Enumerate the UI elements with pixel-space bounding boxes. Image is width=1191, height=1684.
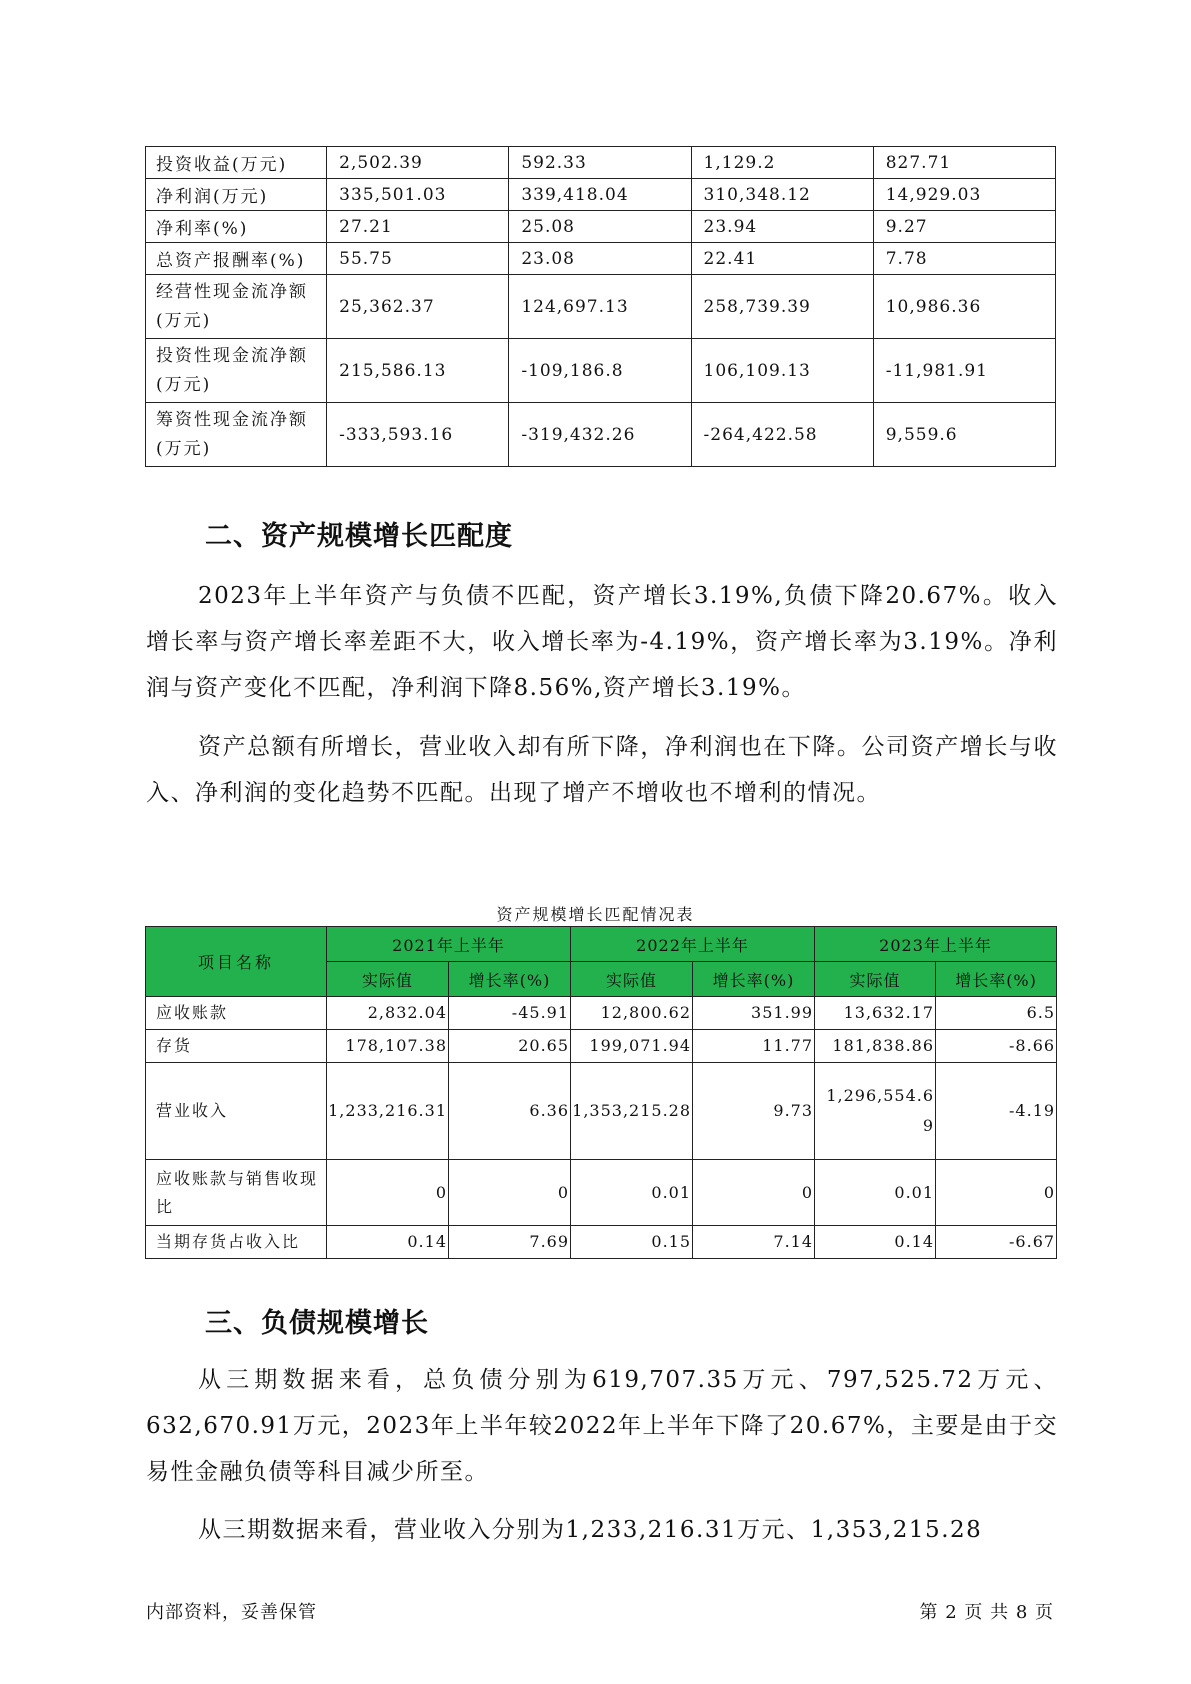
table-cell: 25,362.37 bbox=[327, 275, 509, 339]
table-cell: 13,632.17 bbox=[815, 997, 936, 1030]
table-cell: 7.69 bbox=[449, 1226, 571, 1259]
table-cell: 1,233,216.31 bbox=[327, 1063, 449, 1160]
table-row bbox=[146, 243, 1056, 275]
table-cell: -45.91 bbox=[449, 997, 571, 1030]
table-cell: 0.14 bbox=[815, 1226, 936, 1259]
table-row bbox=[146, 403, 1056, 467]
row-label: 当期存货占收入比 bbox=[146, 1226, 327, 1259]
column-header-growth: 增长率(%) bbox=[936, 962, 1057, 997]
table-cell: 339,418.04 bbox=[509, 179, 691, 211]
table-cell: 0.01 bbox=[815, 1160, 936, 1226]
footer-note: 内部资料，妥善保管 bbox=[146, 1602, 317, 1623]
table-cell: 12,800.62 bbox=[571, 997, 693, 1030]
table-header-row bbox=[146, 927, 1057, 962]
table-cell: 0.01 bbox=[571, 1160, 693, 1226]
asset-matching-table bbox=[145, 926, 1057, 1259]
table-cell: 7.14 bbox=[693, 1226, 815, 1259]
table-cell: 10,986.36 bbox=[873, 275, 1055, 339]
table-cell: -109,186.8 bbox=[509, 339, 691, 403]
row-label: 存货 bbox=[146, 1030, 327, 1063]
table-cell: 9.27 bbox=[873, 211, 1055, 243]
table-row bbox=[146, 997, 1057, 1030]
table-cell: 6.36 bbox=[449, 1063, 571, 1160]
table-cell: 11.77 bbox=[693, 1030, 815, 1063]
table-cell: 20.65 bbox=[449, 1030, 571, 1063]
column-header-actual: 实际值 bbox=[815, 962, 936, 997]
table-row bbox=[146, 179, 1056, 211]
table-cell: 351.99 bbox=[693, 997, 815, 1030]
table-row bbox=[146, 1160, 1057, 1226]
paragraph: 从三期数据来看，营业收入分别为1,233,216.31万元、1,353,215.28 bbox=[198, 1517, 983, 1543]
table-cell: 1,296,554.69 bbox=[815, 1063, 936, 1160]
table-cell: 124,697.13 bbox=[509, 275, 691, 339]
table-cell: 2,832.04 bbox=[327, 997, 449, 1030]
table-cell: -4.19 bbox=[936, 1063, 1057, 1160]
row-label: 净利润(万元) bbox=[146, 179, 327, 211]
table-cell: 25.08 bbox=[509, 211, 691, 243]
table-row bbox=[146, 1226, 1057, 1259]
financial-indicators-table bbox=[145, 146, 1056, 467]
table-row bbox=[146, 1063, 1057, 1160]
paragraph: 2023年上半年资产与负债不匹配，资产增长3.19%,负债下降20.67%。收入增长率与资产增长率差距不大，收入增长率为-4.19%，资产增长率为3.19%。净利润与资产变化不匹配，净利润下降8.56%,资产增长3.19%。 bbox=[146, 583, 1058, 701]
table-cell: 0 bbox=[693, 1160, 815, 1226]
table-cell: 592.33 bbox=[509, 147, 691, 179]
column-header-period: 2021年上半年 bbox=[327, 927, 571, 962]
table-cell: 2,502.39 bbox=[327, 147, 509, 179]
column-header-period: 2022年上半年 bbox=[571, 927, 815, 962]
table-cell: 106,109.13 bbox=[691, 339, 873, 403]
row-label: 投资收益(万元) bbox=[146, 147, 327, 179]
column-header-item-name: 项目名称 bbox=[146, 927, 327, 997]
table-cell: -319,432.26 bbox=[509, 403, 691, 467]
column-header-period: 2023年上半年 bbox=[815, 927, 1057, 962]
column-header-actual: 实际值 bbox=[571, 962, 693, 997]
table-cell: 178,107.38 bbox=[327, 1030, 449, 1063]
table-cell: 827.71 bbox=[873, 147, 1055, 179]
table-row bbox=[146, 211, 1056, 243]
table-row bbox=[146, 339, 1056, 403]
table-cell: -6.67 bbox=[936, 1226, 1057, 1259]
table-cell: 215,586.13 bbox=[327, 339, 509, 403]
table-cell: 181,838.86 bbox=[815, 1030, 936, 1063]
row-label: 经营性现金流净额(万元) bbox=[146, 275, 327, 339]
table-cell: 0.15 bbox=[571, 1226, 693, 1259]
column-header-growth: 增长率(%) bbox=[449, 962, 571, 997]
table-row bbox=[146, 147, 1056, 179]
page-number: 第 2 页 共 8 页 bbox=[919, 1602, 1054, 1623]
table-cell: 1,353,215.28 bbox=[571, 1063, 693, 1160]
table-cell: 0 bbox=[936, 1160, 1057, 1226]
table-cell: 23.08 bbox=[509, 243, 691, 275]
table-row bbox=[146, 275, 1056, 339]
table-cell: 258,739.39 bbox=[691, 275, 873, 339]
table-cell: 310,348.12 bbox=[691, 179, 873, 211]
table-cell: 199,071.94 bbox=[571, 1030, 693, 1063]
table-cell: -333,593.16 bbox=[327, 403, 509, 467]
table-cell: 0 bbox=[449, 1160, 571, 1226]
row-label: 应收账款 bbox=[146, 997, 327, 1030]
table-caption: 资产规模增长匹配情况表 bbox=[496, 905, 695, 924]
table-cell: 14,929.03 bbox=[873, 179, 1055, 211]
section-heading: 二、资产规模增长匹配度 bbox=[205, 521, 513, 552]
paragraph: 资产总额有所增长，营业收入却有所下降，净利润也在下降。公司资产增长与收入、净利润的变化趋势不匹配。出现了增产不增收也不增利的情况。 bbox=[146, 734, 1058, 806]
section-heading: 三、负债规模增长 bbox=[205, 1308, 429, 1339]
column-header-actual: 实际值 bbox=[327, 962, 449, 997]
table-cell: -264,422.58 bbox=[691, 403, 873, 467]
row-label: 筹资性现金流净额(万元) bbox=[146, 403, 327, 467]
table-cell: 27.21 bbox=[327, 211, 509, 243]
paragraph: 从三期数据来看，总负债分别为619,707.35万元、797,525.72万元、632,670.91万元，2023年上半年较2022年上半年下降了20.67%，主要是由于交易性金融负债等科目减少所至。 bbox=[146, 1367, 1058, 1485]
row-label: 净利率(%) bbox=[146, 211, 327, 243]
table-cell: 7.78 bbox=[873, 243, 1055, 275]
row-label: 投资性现金流净额(万元) bbox=[146, 339, 327, 403]
table-cell: 55.75 bbox=[327, 243, 509, 275]
table-row bbox=[146, 1030, 1057, 1063]
table-cell: 335,501.03 bbox=[327, 179, 509, 211]
table-cell: 1,129.2 bbox=[691, 147, 873, 179]
row-label: 营业收入 bbox=[146, 1063, 327, 1160]
row-label: 总资产报酬率(%) bbox=[146, 243, 327, 275]
table-cell: 0.14 bbox=[327, 1226, 449, 1259]
table-cell: 9,559.6 bbox=[873, 403, 1055, 467]
table-cell: 23.94 bbox=[691, 211, 873, 243]
table-cell: 22.41 bbox=[691, 243, 873, 275]
table-cell: -8.66 bbox=[936, 1030, 1057, 1063]
table-cell: 0 bbox=[327, 1160, 449, 1226]
table-cell: 6.5 bbox=[936, 997, 1057, 1030]
row-label: 应收账款与销售收现比 bbox=[146, 1160, 327, 1226]
table-cell: 9.73 bbox=[693, 1063, 815, 1160]
column-header-growth: 增长率(%) bbox=[693, 962, 815, 997]
table-cell: -11,981.91 bbox=[873, 339, 1055, 403]
